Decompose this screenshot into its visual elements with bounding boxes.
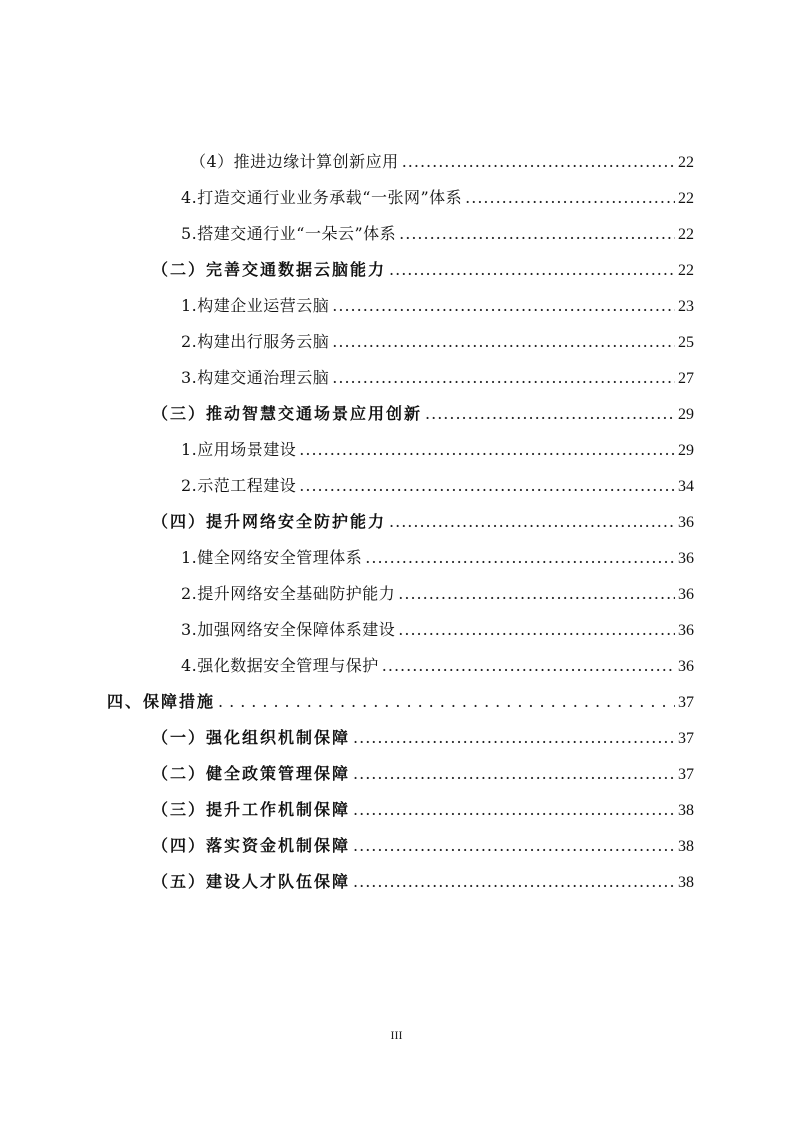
toc-section-network-security[interactable]: [152, 511, 694, 533]
toc-entry-label: 1.构建企业运营云脑: [181, 296, 330, 315]
toc-entry-page: 38: [678, 838, 694, 855]
toc-entry-page: 22: [678, 262, 694, 279]
toc-entry-security-protection[interactable]: [181, 583, 694, 605]
toc-section-work-mechanism[interactable]: [152, 799, 694, 821]
toc-entry-edge-computing[interactable]: [190, 151, 694, 173]
toc-entry-label: 3.构建交通治理云脑: [181, 368, 330, 387]
toc-dot-leader: [389, 259, 675, 281]
toc-dot-leader: [353, 871, 675, 893]
toc-dot-leader: [299, 439, 675, 461]
toc-entry-page: 29: [678, 406, 694, 423]
toc-entry-page: 36: [678, 586, 694, 603]
toc-entry-page: 37: [678, 694, 694, 711]
toc-entry-page: 36: [678, 658, 694, 675]
toc-dot-leader: [299, 475, 675, 497]
toc-entry-label: 1.健全网络安全管理体系: [181, 548, 363, 567]
toc-section-organization[interactable]: [152, 727, 694, 749]
toc-section-scenario-innovation[interactable]: [152, 403, 694, 425]
toc-dot-leader: [353, 763, 675, 785]
toc-entry-label: 4.强化数据安全管理与保护: [181, 656, 379, 675]
toc-dot-leader: [389, 511, 675, 533]
toc-entry-label: （三）提升工作机制保障: [152, 800, 351, 819]
toc-entry-page: 38: [678, 802, 694, 819]
toc-entry-label: 3.加强网络安全保障体系建设: [181, 620, 396, 639]
toc-dot-leader: [332, 367, 675, 389]
toc-entry-label: 四、保障措施: [107, 692, 216, 711]
toc-entry-security-system[interactable]: [181, 619, 694, 641]
toc-entry-enterprise-brain[interactable]: [181, 295, 694, 317]
toc-dot-leader: [332, 331, 675, 353]
toc-entry-page: 36: [678, 622, 694, 639]
toc-entry-page: 23: [678, 298, 694, 315]
toc-dot-leader: [353, 799, 675, 821]
toc-entry-governance-brain[interactable]: [181, 367, 694, 389]
toc-entry-label: （4）推进边缘计算创新应用: [190, 152, 399, 171]
toc-dot-leader: [382, 655, 675, 677]
toc-entry-label: （四）落实资金机制保障: [152, 836, 351, 855]
toc-entry-page: 22: [678, 190, 694, 207]
toc-entry-travel-brain[interactable]: [181, 331, 694, 353]
toc-entry-page: 36: [678, 514, 694, 531]
toc-entry-label: 2.示范工程建设: [181, 476, 297, 495]
toc-dot-leader: [398, 583, 675, 605]
toc-section-funding[interactable]: [152, 835, 694, 857]
toc-dot-leader: [398, 619, 675, 641]
toc-entry-label: 4.打造交通行业业务承载“一张网”体系: [181, 188, 463, 207]
toc-entry-label: （二）完善交通数据云脑能力: [152, 260, 387, 279]
toc-dot-leader: [353, 727, 675, 749]
toc-entry-data-security[interactable]: [181, 655, 694, 677]
toc-dot-leader: [425, 403, 675, 425]
toc-dot-leader: [365, 547, 675, 569]
toc-entry-scenario-build[interactable]: [181, 439, 694, 461]
toc-entry-label: （三）推动智慧交通场景应用创新: [152, 404, 423, 423]
toc-entry-page: 37: [678, 730, 694, 747]
toc-section-data-brain[interactable]: [152, 259, 694, 281]
toc-entry-label: 1.应用场景建设: [181, 440, 297, 459]
toc-dot-leader: [353, 835, 675, 857]
toc-dot-leader: [218, 691, 675, 713]
toc-entry-label: （一）强化组织机制保障: [152, 728, 351, 747]
toc-entry-label: （二）健全政策管理保障: [152, 764, 351, 783]
toc-entry-demo-project[interactable]: [181, 475, 694, 497]
toc-entry-page: 37: [678, 766, 694, 783]
toc-dot-leader: [465, 187, 675, 209]
toc-dot-leader: [402, 151, 675, 173]
toc-entry-page: 25: [678, 334, 694, 351]
toc-dot-leader: [332, 295, 675, 317]
toc-entry-page: 29: [678, 442, 694, 459]
toc-entry-page: 22: [678, 226, 694, 243]
toc-entry-one-network[interactable]: [181, 187, 694, 209]
toc-entry-label: 2.提升网络安全基础防护能力: [181, 584, 396, 603]
toc-entry-label: 2.构建出行服务云脑: [181, 332, 330, 351]
page-number-footer: III: [390, 1028, 403, 1042]
toc-entry-page: 34: [678, 478, 694, 495]
toc-entry-page: 36: [678, 550, 694, 567]
toc-chapter-safeguards[interactable]: [107, 691, 694, 713]
toc-entry-security-management[interactable]: [181, 547, 694, 569]
toc-section-talent[interactable]: [152, 871, 694, 893]
toc-entry-page: 27: [678, 370, 694, 387]
toc-entry-one-cloud[interactable]: [181, 223, 694, 245]
toc-entry-label: （五）建设人才队伍保障: [152, 872, 351, 891]
toc-entry-label: （四）提升网络安全防护能力: [152, 512, 387, 531]
toc-entry-page: 38: [678, 874, 694, 891]
toc-entry-page: 22: [678, 154, 694, 171]
toc-dot-leader: [399, 223, 675, 245]
toc-entry-label: 5.搭建交通行业“一朵云”体系: [181, 224, 397, 243]
toc-section-policy[interactable]: [152, 763, 694, 785]
